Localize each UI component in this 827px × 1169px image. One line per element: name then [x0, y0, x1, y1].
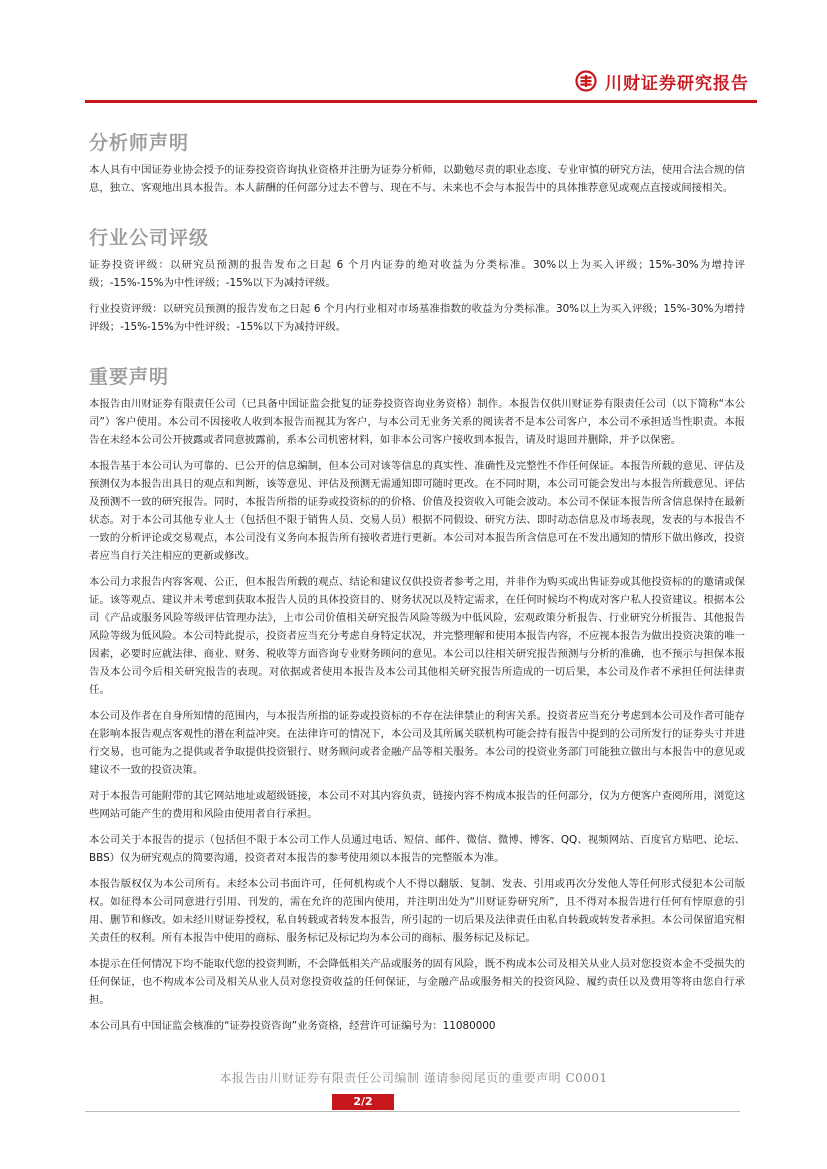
disclaimer-paragraph: 本公司及作者在自身所知情的范围内，与本报告所指的证券或投资标的不存在法律禁止的利害关系。投资者应当充分考虑到本公司及作者可能存在影响本报告观点客观性的潜在利益冲突。在法律许可的情况下，本公司及其所属关联机构可能会持有报告中提到的公司所发行的证券头寸并进行交易，也可能为之提供或者争取提供投资银行、财务顾问或者金融产品等相关服务。本公司的投资业务部门可能独立做出与本报告中的意见或建议不一致的投资决策。 [89, 710, 745, 776]
disclaimer-title: 重要声明 [89, 366, 170, 388]
rating-title: 行业公司评级 [89, 227, 210, 249]
disclaimer-paragraph: 对于本报告可能附带的其它网站地址或超级链接，本公司不对其内容负责，链接内容不构成本报告的任何部分，仅为方便客户查阅所用，浏览这些网站可能产生的费用和风险由使用者自行承担。 [89, 790, 745, 820]
license-statement: 本公司具有中国证监会核准的“证券投资咨询”业务资格，经营许可证编号为：11080000 [89, 1020, 496, 1032]
report-content [89, 128, 745, 1043]
disclaimer-paragraph: 本公司力求报告内容客观、公正，但本报告所载的观点、结论和建议仅供投资者参考之用，并非作为购买或出售证券或其他投资标的的邀请或保证。该等观点、建议并未考虑到获取本报告人员的具体投资目的、财务状况以及特定需求，在任何时候均不构成对客户私人投资建议。根据本公司《产品或服务风险等级评估管理办法》，上市公司价值相关研究报告风险等级为中低风险，宏观政策分析报告、行业研究分析报告、其他报告风险等级为低风险。本公司特此提示，投资者应当充分考虑自身特定状况，并完整理解和使用本报告内容，不应视本报告为做出投资决策的唯一因素，必要时应就法律、商业、财务、税收等方面咨询专业财务顾问的意见。本公司以往相关研究报告预测与分析的准确，也不预示与担保本报告及本公司今后相关研究报告的表现。对依据或者使用本报告及本公司其他相关研究报告所造成的一切后果，本公司及作者不承担任何法律责任。 [89, 576, 745, 696]
disclaimer-paragraph: 本提示在任何情况下均不能取代您的投资判断，不会降低相关产品或服务的固有风险，既不构成本公司及相关从业人员对您投资本金不受损失的任何保证，也不构成本公司及相关从业人员对您投资收益的任何保证，与金融产品或服务相关的投资风险、履约责任以及费用等将由您自行承担。 [89, 958, 745, 1006]
brand [575, 68, 749, 94]
disclaimer-paragraph: 本报告由川财证券有限责任公司（已具备中国证监会批复的证券投资咨询业务资格）制作。本报告仅供川财证券有限责任公司（以下简称“本公司”）客户使用。本公司不因接收人收到本报告而视其为客户，与本公司无业务关系的阅读者不是本公司客户，本公司不承担适当性职责。本报告在未经本公司公开披露或者同意披露前，系本公司机密材料，如非本公司客户接收到本报告，请及时退回并删除，并予以保密。 [89, 398, 745, 446]
stock-rating-text: 证券投资评级：以研究员预测的报告发布之日起 6 个月内证券的绝对收益为分类标准。30%以上为买入评级；15%-30%为增持评级；-15%-15%为中性评级；-15%以下为减持评级。 [89, 259, 745, 289]
disclaimer-paragraph: 本报告版权仅为本公司所有。未经本公司书面许可，任何机构或个人不得以翻版、复制、发表、引用或再次分发他人等任何形式侵犯本公司版权。如征得本公司同意进行引用、刊发的，需在允许的范围内使用，并注明出处为“川财证券研究所”，且不得对本报告进行任何有悖原意的引用、删节和修改。如未经川财证券授权，私自转载或者转发本报告，所引起的一切后果及法律责任由私自转载或转发者承担。本公司保留追究相关责任的权利。所有本报告中使用的商标、服务标记及标记均为本公司的商标、服务标记及标记。 [89, 878, 745, 944]
footer-divider [85, 1111, 740, 1112]
page-header [85, 62, 757, 103]
footer-note: 本报告由川财证券有限责任公司编制 谨请参阅尾页的重要声明 C0001 [219, 1071, 608, 1085]
page-number: 2/2 [332, 1094, 394, 1110]
analyst-statement-title: 分析师声明 [89, 132, 190, 154]
analyst-statement-body: 本人具有中国证券业协会授予的证券投资咨询执业资格并注册为证券分析师，以勤勉尽责的职业态度、专业审慎的研究方法，使用合法合规的信息，独立、客观地出具本报告。本人薪酬的任何部分过去不曾与、现在不与、未来也不会与本报告中的具体推荐意见或观点直接或间接相关。 [89, 164, 745, 194]
disclaimer-paragraph: 本报告基于本公司认为可靠的、已公开的信息编制，但本公司对该等信息的真实性、准确性及完整性不作任何保证。本报告所载的意见、评估及预测仅为本报告出具日的观点和判断，该等意见、评估及预测无需通知即可随时更改。在不同时期，本公司可能会发出与本报告所载意见、评估及预测不一致的研究报告。同时，本报告所指的证券或投资标的的价格、价值及投资收入可能会波动。本公司不保证本报告所含信息保持在最新状态。对于本公司其他专业人士（包括但不限于销售人员、交易人员）根据不同假设、研究方法、即时动态信息及市场表现，发表的与本报告不一致的分析评论或交易观点，本公司没有义务向本报告所有接收者进行更新。本公司对本报告所含信息可在不发出通知的情形下做出修改，投资者应当自行关注相应的更新或修改。 [89, 460, 745, 562]
disclaimer-paragraph: 本公司关于本报告的提示（包括但不限于本公司工作人员通过电话、短信、邮件、微信、微博、博客、QQ、视频网站、百度官方贴吧、论坛、BBS）仅为研究观点的简要沟通，投资者对本报告的参考使用须以本报告的完整版本为准。 [89, 834, 745, 864]
brand-name: 川财证券研究报告 [605, 73, 749, 94]
industry-rating-text: 行业投资评级：以研究员预测的报告发布之日起 6 个月内行业相对市场基准指数的收益为分类标准。30%以上为买入评级；15%-30%为增持评级；-15%-15%为中性评级；-15%以下为减持评级。 [89, 303, 745, 333]
company-logo-icon [575, 70, 597, 92]
